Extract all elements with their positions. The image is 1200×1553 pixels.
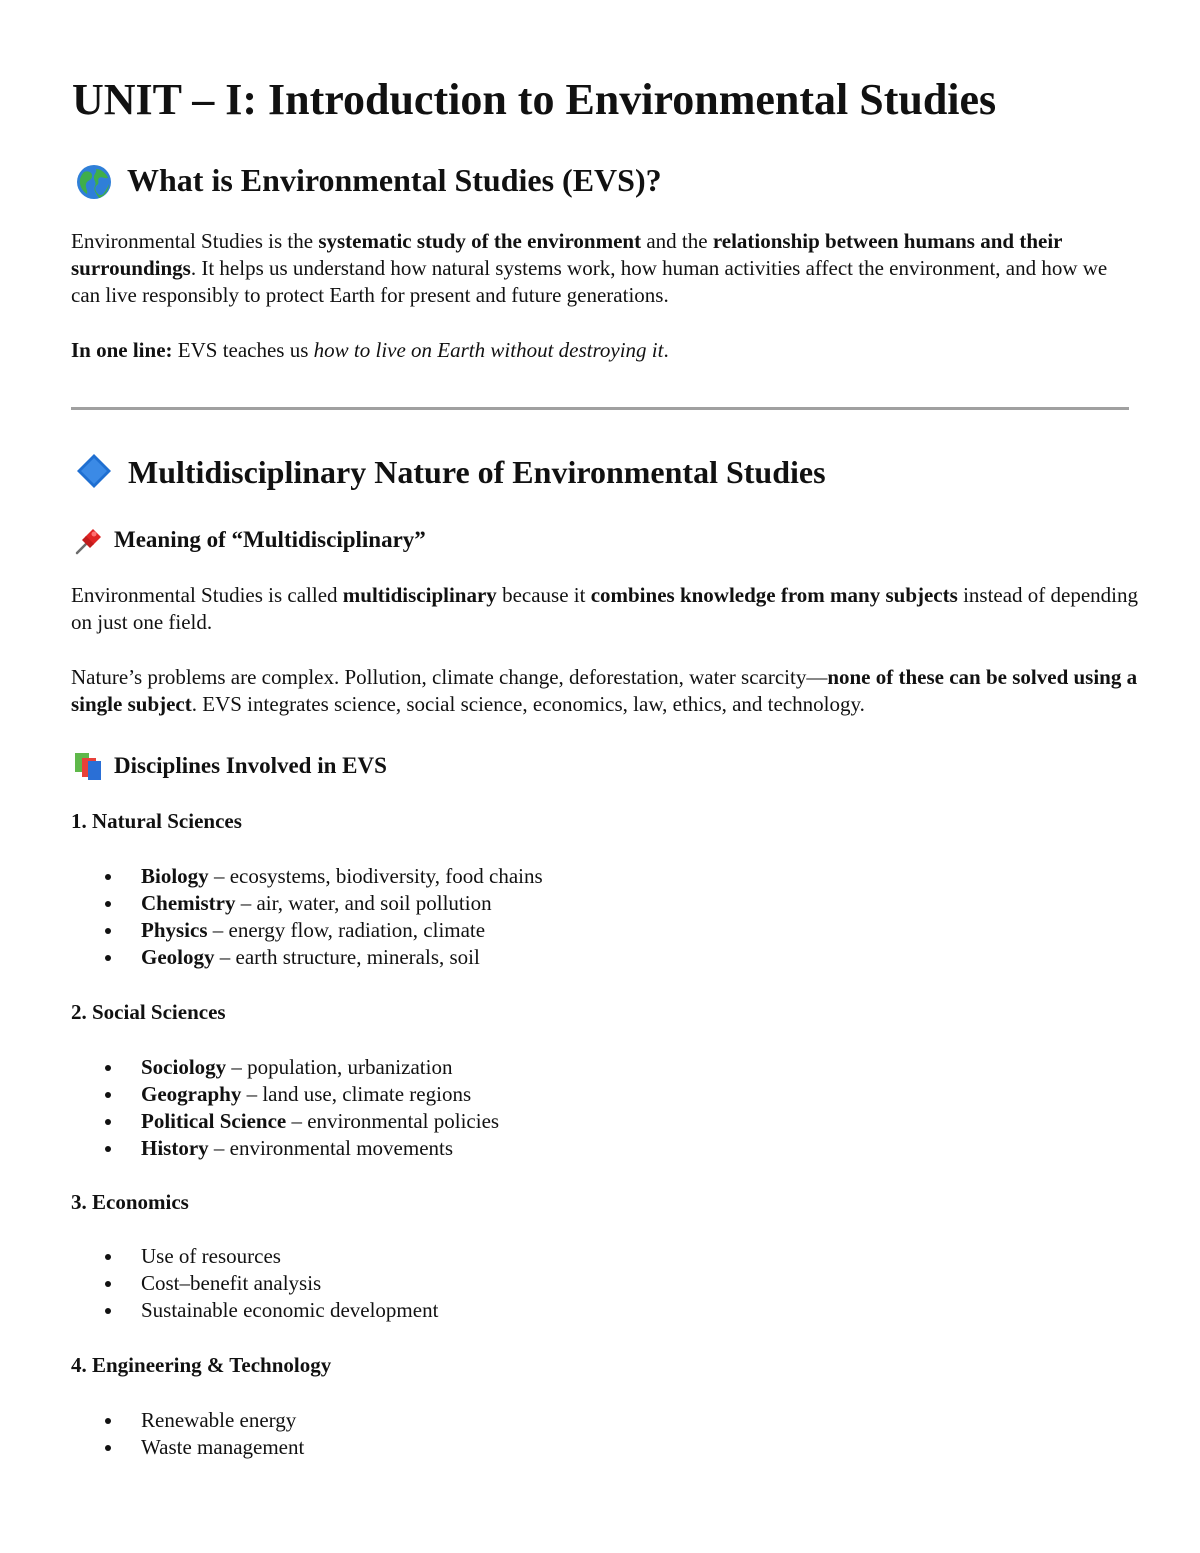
group-title-economics: 3. Economics xyxy=(71,1190,189,1214)
group-title-engineering-technology: 4. Engineering & Technology xyxy=(71,1353,332,1377)
list-item: Biology – ecosystems, biodiversity, food chains xyxy=(71,863,543,890)
list-item: History – environmental movements xyxy=(71,1135,499,1162)
list-item: Renewable energy xyxy=(71,1407,304,1434)
economics-list xyxy=(71,1243,438,1324)
subheading-disciplines: Disciplines Involved in EVS xyxy=(114,753,387,778)
list-item: Geography – land use, climate regions xyxy=(71,1081,499,1108)
page-title: UNIT – I: Introduction to Environmental Studies xyxy=(72,75,997,124)
section-divider xyxy=(71,407,1129,410)
list-item: Waste management xyxy=(71,1434,304,1461)
section-heading-what-is-evs: What is Environmental Studies (EVS)? xyxy=(127,162,662,198)
one-line-summary: In one line: EVS teaches us how to live on Earth without destroying it. xyxy=(71,338,669,362)
list-item: Geology – earth structure, minerals, soil xyxy=(71,944,543,971)
list-item: Political Science – environmental policies xyxy=(71,1108,499,1135)
social-sciences-list xyxy=(71,1054,499,1162)
section-heading-multidisciplinary: Multidisciplinary Nature of Environmental Studies xyxy=(128,454,826,490)
blue-diamond-icon xyxy=(75,452,113,490)
pushpin-icon xyxy=(73,525,105,557)
engineering-technology-list xyxy=(71,1407,304,1461)
group-title-natural-sciences: 1. Natural Sciences xyxy=(71,809,242,833)
list-item: Sustainable economic development xyxy=(71,1297,438,1324)
list-item: Physics – energy flow, radiation, climate xyxy=(71,917,543,944)
list-item: Cost–benefit analysis xyxy=(71,1270,438,1297)
natural-sciences-list xyxy=(71,863,543,971)
list-item: Chemistry – air, water, and soil pollution xyxy=(71,890,543,917)
group-title-social-sciences: 2. Social Sciences xyxy=(71,1000,226,1024)
multidisciplinary-paragraph: Environmental Studies is called multidisciplinary because it combines knowledge from many subjects instead of depending on just one field. xyxy=(71,583,1139,634)
list-item: Use of resources xyxy=(71,1243,438,1270)
list-item: Sociology – population, urbanization xyxy=(71,1054,499,1081)
books-icon xyxy=(73,750,105,782)
subheading-meaning: Meaning of “Multidisciplinary” xyxy=(114,527,426,552)
evs-definition-paragraph: Environmental Studies is the systematic study of the environment and the relationship between humans and their surroundings. It helps us understand how natural systems work, how human activities affect the environment, and how we can live responsibly to protect Earth for present and future generations. xyxy=(71,229,1108,307)
complex-problems-paragraph: Nature’s problems are complex. Pollution, climate change, deforestation, water scarcity—none of these can be solved using a single subject. EVS integrates science, social science, economics, law, ethics, and technology. xyxy=(71,665,1138,716)
globe-icon xyxy=(75,163,113,201)
